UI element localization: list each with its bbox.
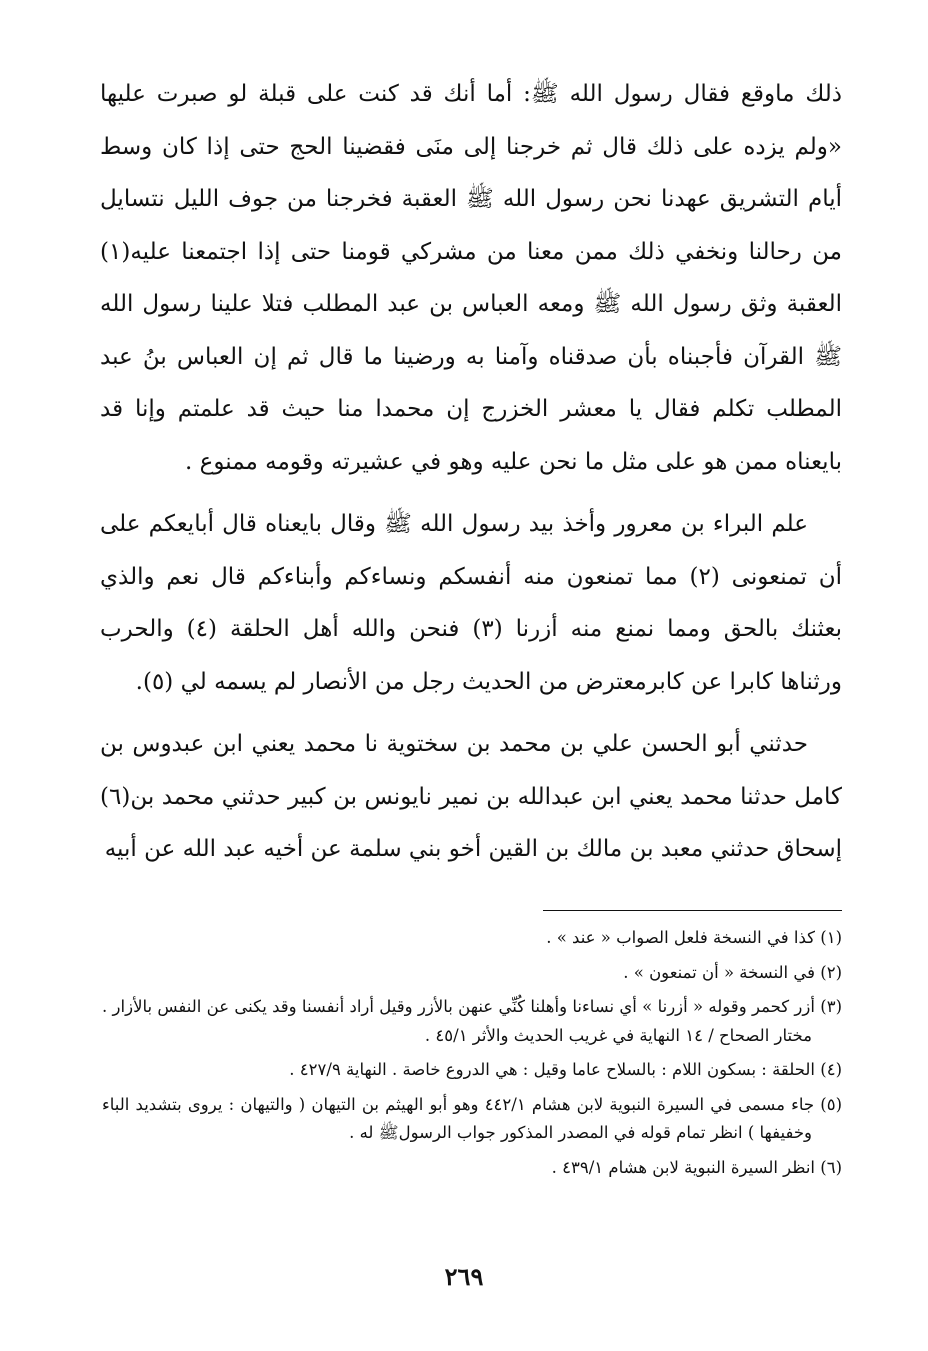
footnote-3: (٣) أزر كحمر وقوله « أزرنا » أي نساءنا وأهلنا كُنِّي عنهن بالأزر وقيل أراد أنفسنا وقد يكنى عن النفس بالأزار . مختار الصحاح / ١٤ النهاية في غريب الحديث والأثر ٤٥/١ .	[102, 997, 842, 1045]
footnote-separator	[543, 910, 842, 911]
page-number: ٢٦٩	[444, 1262, 484, 1291]
footnote-2: (٢) في النسخة « أن تمنعون » .	[623, 962, 842, 982]
footnote-4: (٤) الحلقة : بسكون اللام : بالسلاح عاما وقيل : هي الدروع خاصة . النهاية ٤٢٧/٩ .	[289, 1060, 842, 1079]
footnote-5: (٥) جاء مسمى في السيرة النبوية لابن هشام ٤٤٢/١ وهو أبو الهيثم بن التيهان ( والتيهان : يروى بتشديد الباء وخفيفها ) انظر تمام قوله في المصدر المذكور جواب الرسولﷺ له .	[102, 1094, 842, 1142]
paragraph-1: ذلك ماوقع فقال رسول الله ﷺ: أما أنك قد كنت على قبلة لو صبرت عليها «ولم يزده على ذلك قال ثم خرجنا إلى منَى فقضينا الحج حتى إذا كان وسط أيام التشريق عهدنا نحن رسول الله ﷺ العقبة فخرجنا من جوف الليل نتسايل من رحالنا ونخفي ذلك ممن معنا من مشركي قومنا حتى إذا اجتمعنا عليه(١) العقبة وثق رسول الله ﷺ ومعه العباس بن عبد المطلب فتلا علينا رسول الله ﷺ القرآن فأجبناه بأن صدقناه وآمنا به ورضينا ما قال ثم إن العباس بنُ عبد المطلب تكلم فقال يا معشر الخزرج إن محمدا منا حيث قد علمتم وإنا قد بايعناه ممن هو على مثل ما نحن عليه وهو في عشيرته وقومه ممنوع .	[100, 81, 842, 475]
footnotes	[102, 924, 842, 1188]
paragraph-3: حدثني أبو الحسن علي بن محمد بن سختوية نا محمد يعني ابن عبدوس بن كامل حدثنا محمد يعني ابن عبدالله بن نمير نايونس بن كبير حدثني محمد بن(٦) إسحاق حدثني معبد بن مالك بن القين أخو بني سلمة عن أخيه عبد الله عن أبيه	[100, 731, 842, 862]
footnote-6: (٦) انظر السيرة النبوية لابن هشام ٤٣٩/١ .	[551, 1157, 842, 1177]
paragraph-2: علم البراء بن معرور وأخذ بيد رسول الله ﷺ وقال بايعناه قال أبايعكم على أن تمنعونى (٢) مما تمنعون منه أنفسكم ونساءكم وأبناءكم قال نعم والذي بعثنك بالحق ومما نمنع منه أزرنا (٣) فنحن والله أهل الحلقة (٤) والحرب ورثناها كابرا عن كابرمعترض من الحديث رجل من الأنصار لم يسمه لي (٥).	[100, 511, 842, 695]
footnote-1: (١) كذا في النسخة فلعل الصواب « عند » .	[546, 928, 842, 947]
main-text	[100, 68, 842, 886]
